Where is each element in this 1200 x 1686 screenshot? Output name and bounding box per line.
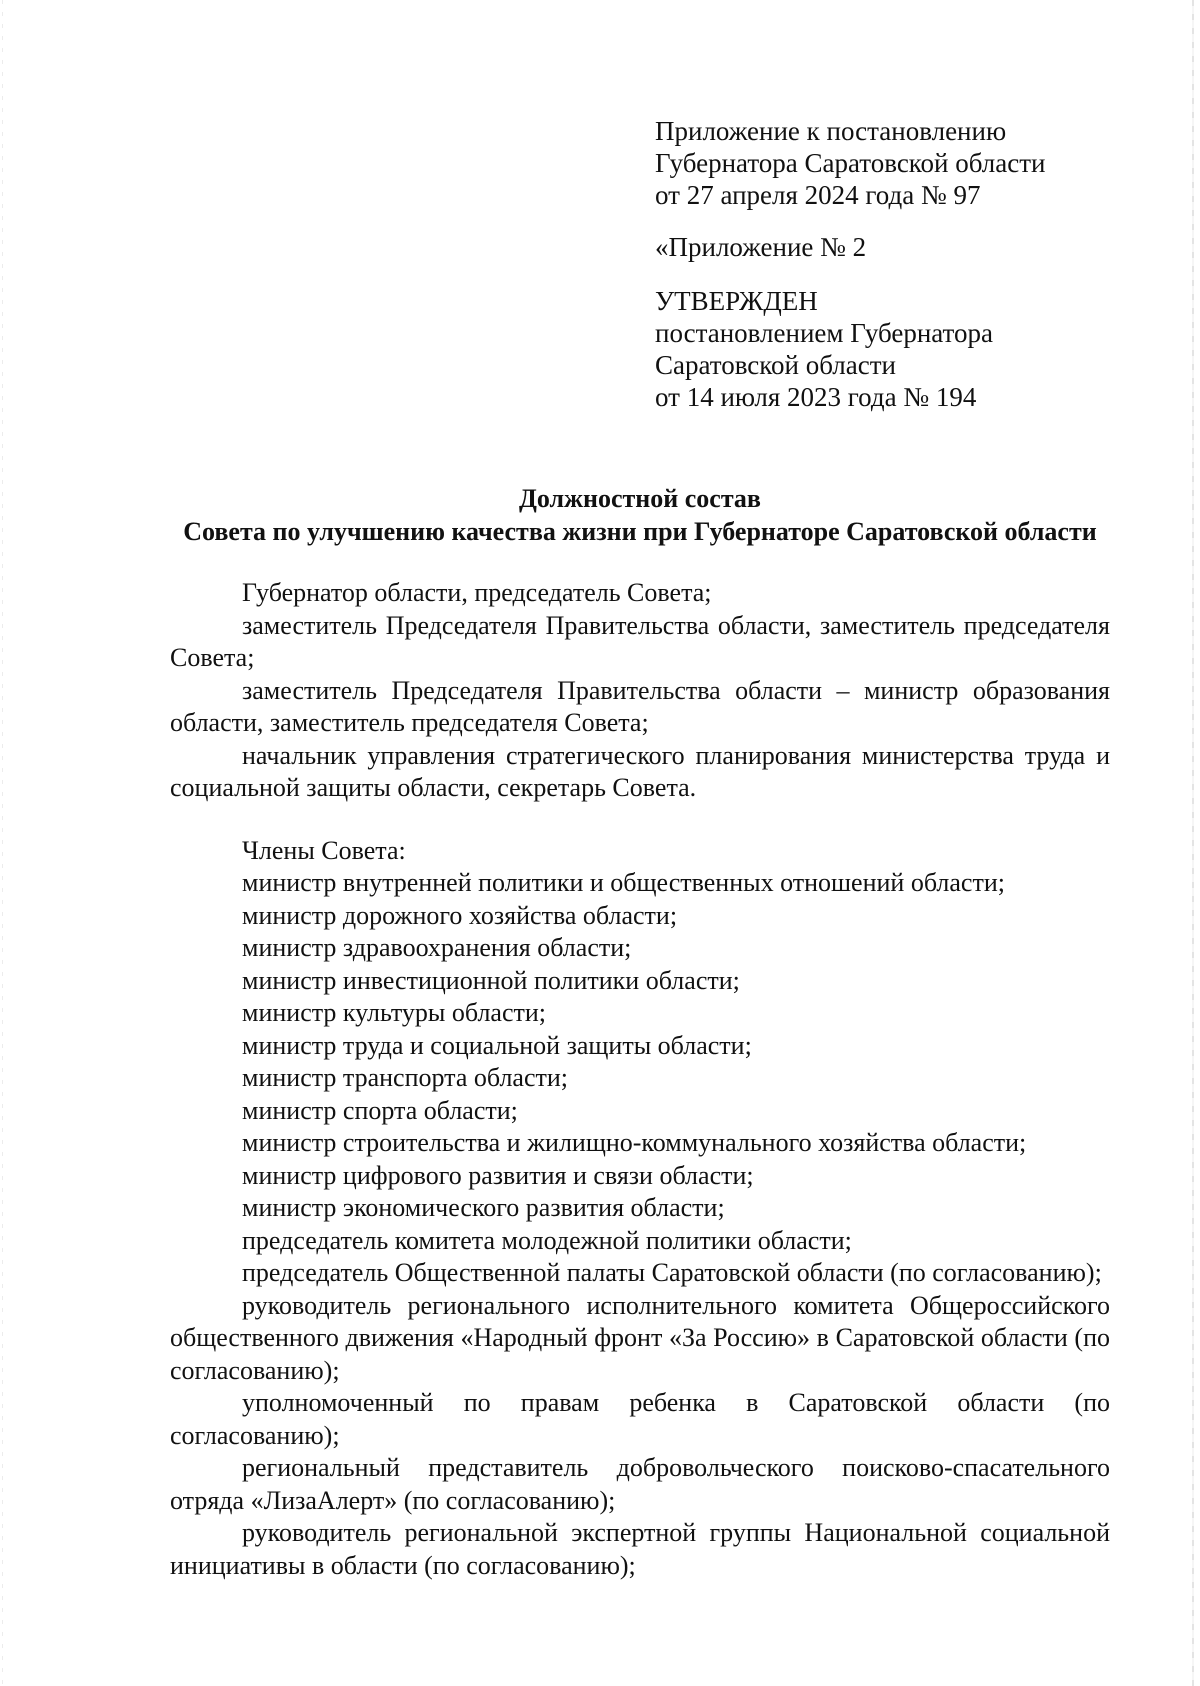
member-item: уполномоченный по правам ребенка в Саратовской области (по согласованию); bbox=[170, 1388, 1110, 1450]
leadership-item: заместитель Председателя Правительства области – министр образования области, заместитель председателя Совета; bbox=[170, 675, 1110, 737]
leadership-item: начальник управления стратегического планирования министерства труда и социальной защиты области, секретарь Совета. bbox=[170, 740, 1110, 802]
member-item: министр спорта области; bbox=[242, 1095, 518, 1125]
member-item: министр инвестиционной политики области; bbox=[242, 965, 740, 995]
annex-header bbox=[655, 115, 1175, 413]
member-item: министр культуры области; bbox=[242, 998, 547, 1027]
member-item: министр здравоохранения области; bbox=[242, 933, 632, 962]
leadership-item: заместитель Председателя Правительства области, заместитель председателя Совета; bbox=[170, 610, 1110, 672]
member-item: министр труда и социальной защиты области; bbox=[242, 1030, 752, 1060]
member-item: министр цифрового развития и связи области; bbox=[242, 1160, 754, 1190]
annex-line-2: Губернатора Саратовской области bbox=[655, 148, 1046, 178]
title-line-2: Совета по улучшению качества жизни при Губернаторе Саратовской области bbox=[183, 517, 1097, 546]
member-item: руководитель регионального исполнительного комитета Общероссийского общественного движения «Народный фронт «За Россию» в Саратовской области (по согласованию); bbox=[170, 1290, 1110, 1385]
appendix-reference: «Приложение № 2 bbox=[655, 232, 867, 262]
document-body bbox=[170, 577, 1110, 1582]
member-item: министр дорожного хозяйства области; bbox=[242, 900, 678, 930]
approved-line-1: постановлением Губернатора bbox=[655, 318, 993, 348]
approved-stamp: УТВЕРЖДЕН bbox=[655, 286, 818, 316]
member-item: председатель комитета молодежной политики области; bbox=[242, 1225, 852, 1255]
leadership-item: Губернатор области, председатель Совета; bbox=[242, 578, 712, 607]
member-item: министр транспорта области; bbox=[242, 1063, 569, 1092]
member-item: министр внутренней политики и общественных отношений области; bbox=[242, 868, 1005, 897]
member-item: региональный представитель добровольческого поисково-спасательного отряда «ЛизаАлерт» (по согласованию); bbox=[170, 1453, 1110, 1515]
member-item: министр строительства и жилищно-коммунального хозяйства области; bbox=[242, 1128, 1027, 1157]
approved-line-3: от 14 июля 2023 года № 194 bbox=[655, 382, 977, 412]
annex-line-1: Приложение к постановлению bbox=[655, 116, 1007, 146]
scan-edge-right bbox=[1192, 0, 1194, 1686]
document-title bbox=[160, 482, 1120, 548]
member-item: председатель Общественной палаты Саратовской области (по согласованию); bbox=[242, 1258, 1102, 1287]
member-item: руководитель региональной экспертной группы Национальной социальной инициативы в области (по согласованию); bbox=[170, 1518, 1110, 1580]
scan-edge-left bbox=[2, 0, 3, 1686]
member-item: министр экономического развития области; bbox=[242, 1193, 725, 1222]
approved-line-2: Саратовской области bbox=[655, 350, 896, 380]
annex-line-3: от 27 апреля 2024 года № 97 bbox=[655, 180, 981, 210]
members-heading: Члены Совета: bbox=[242, 835, 406, 865]
title-line-1: Должностной состав bbox=[519, 484, 761, 513]
